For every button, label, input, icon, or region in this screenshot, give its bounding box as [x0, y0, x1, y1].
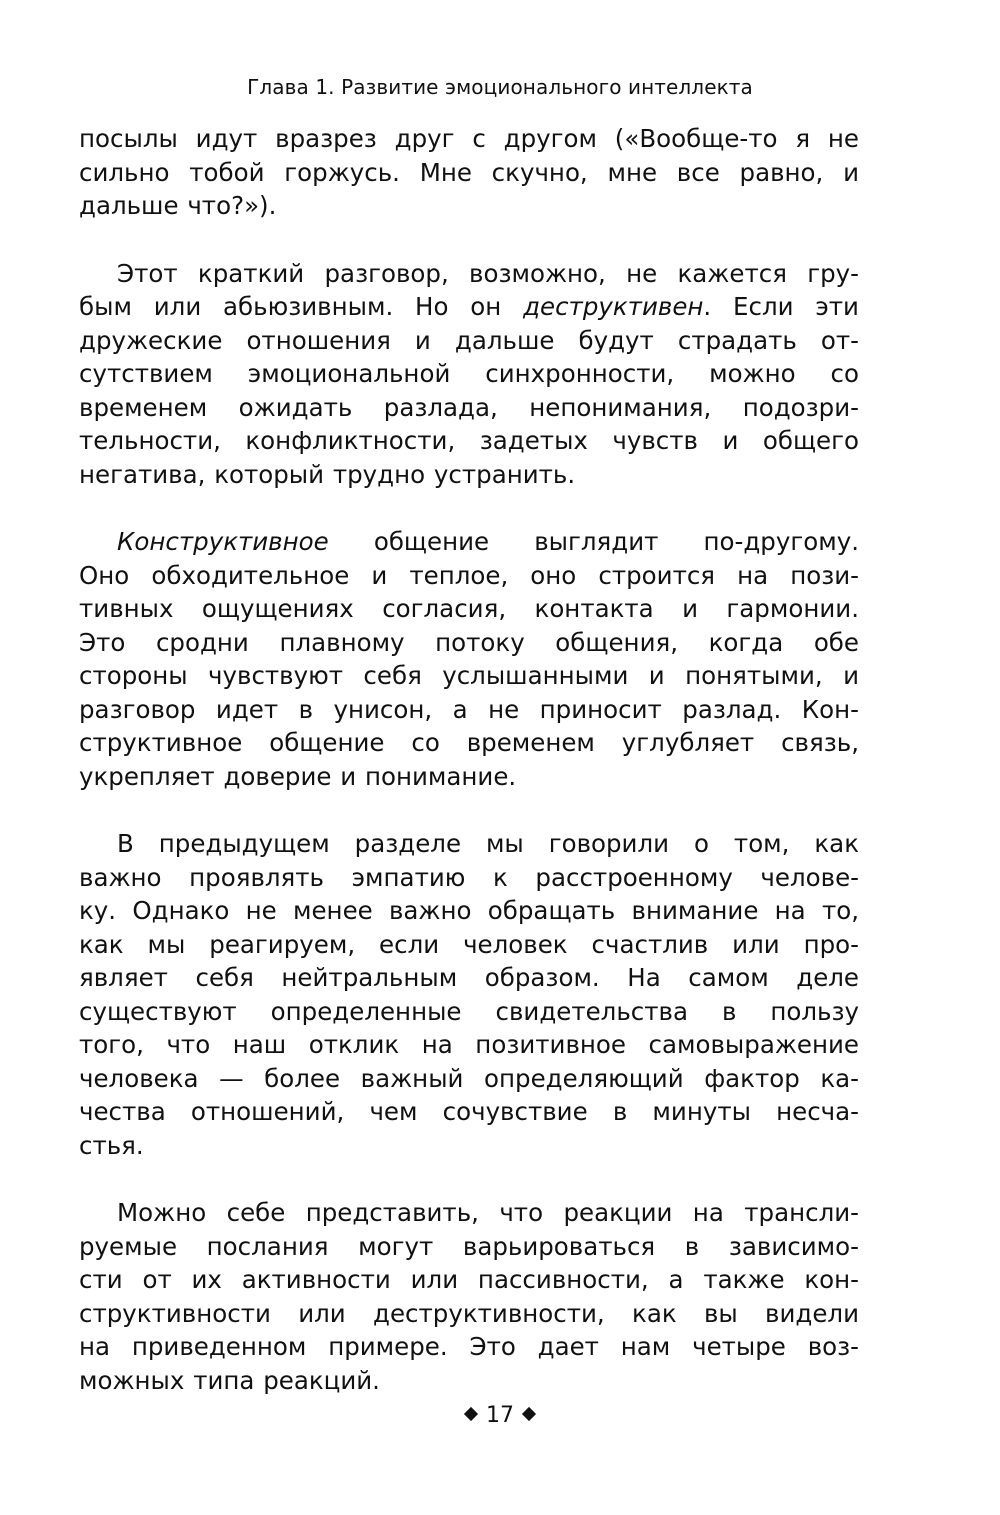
- diamond-ornament-icon: [464, 1407, 478, 1421]
- text-line: Можно себе представить, что реакции на трансли-: [117, 1198, 859, 1227]
- paragraph-5: [79, 1196, 859, 1397]
- text-line: важно проявлять эмпатию к расстроенному челове-: [79, 862, 859, 892]
- text-line: можных типа реакций.: [79, 1365, 380, 1395]
- italic-term: Конструктивное: [117, 527, 329, 556]
- text-line: руемые послания могут варьироваться в зависимо-: [79, 1231, 859, 1261]
- text-run: . Если эти: [703, 292, 859, 321]
- text-line: структивности или деструктивности, как вы видели: [79, 1298, 859, 1328]
- text-line: чества отношений, чем сочувствие в минуты несча-: [79, 1097, 859, 1126]
- text-line: дальше что?»).: [79, 191, 277, 220]
- text-line: структивное общение со временем углубляет связь,: [79, 728, 859, 757]
- page-footer: [0, 1400, 1000, 1432]
- text-run: бым или абьюзивным. Но он: [79, 292, 524, 321]
- text-line: стья.: [79, 1130, 144, 1160]
- running-head: Глава 1. Развитие эмоционального интеллекта: [247, 75, 753, 99]
- paragraph-4: [79, 827, 859, 1162]
- text-line: существуют определенные свидетельства в пользу: [79, 996, 859, 1026]
- text-line: на приведенном примере. Это дает нам четыре воз-: [79, 1332, 859, 1361]
- text-line: тельности, конфликтности, задетых чувств и общего: [79, 426, 859, 455]
- paragraph-2: [79, 257, 859, 492]
- body-text: [79, 122, 859, 1397]
- text-line: тивных ощущениях согласия, контакта и гармонии.: [79, 594, 859, 623]
- text-line: ку. Однако не менее важно обращать внимание на то,: [79, 896, 859, 925]
- text-line: Оно обходительное и теплое, оно строится на пози-: [79, 560, 859, 590]
- text-line: сильно тобой горжусь. Мне скучно, мне все равно, и: [79, 157, 859, 187]
- page-number: 17: [486, 1403, 514, 1428]
- paragraph-3: [79, 525, 859, 793]
- text-line: [79, 290, 859, 324]
- text-line: В предыдущем разделе мы говорили о том, как: [117, 829, 859, 858]
- text-line: укрепляет доверие и понимание.: [79, 761, 517, 791]
- text-line: человека — более важный определяющий фактор ка-: [79, 1063, 859, 1093]
- text-line: дружеские отношения и дальше будут страдать от-: [79, 325, 859, 355]
- diamond-ornament-icon: [522, 1407, 536, 1421]
- text-line: сутствием эмоциональной синхронности, можно со: [79, 359, 859, 388]
- text-line: Это сродни плавному потоку общения, когда обе: [79, 627, 859, 657]
- text-line: [79, 525, 859, 559]
- text-run: общение выглядит по-другому.: [328, 527, 859, 556]
- text-line: как мы реагируем, если человек счастлив или про-: [79, 929, 859, 959]
- text-line: временем ожидать разлада, непонимания, подозри-: [79, 392, 859, 422]
- text-line: стороны чувствуют себя услышанными и понятыми, и: [79, 661, 859, 690]
- text-line: негатива, который трудно устранить.: [79, 459, 576, 489]
- text-line: разговор идет в унисон, а не приносит разлад. Кон-: [79, 694, 859, 724]
- italic-term: деструктивен: [523, 292, 704, 321]
- text-line: посылы идут вразрез друг с другом («Вообще-то я не: [79, 124, 859, 153]
- text-line: Этот краткий разговор, возможно, не кажется гру-: [117, 258, 859, 288]
- text-line: сти от их активности или пассивности, а также кон-: [79, 1265, 859, 1294]
- text-line: являет себя нейтральным образом. На самом деле: [79, 963, 859, 992]
- paragraph-1: [79, 122, 859, 223]
- text-line: того, что наш отклик на позитивное самовыражение: [79, 1030, 859, 1059]
